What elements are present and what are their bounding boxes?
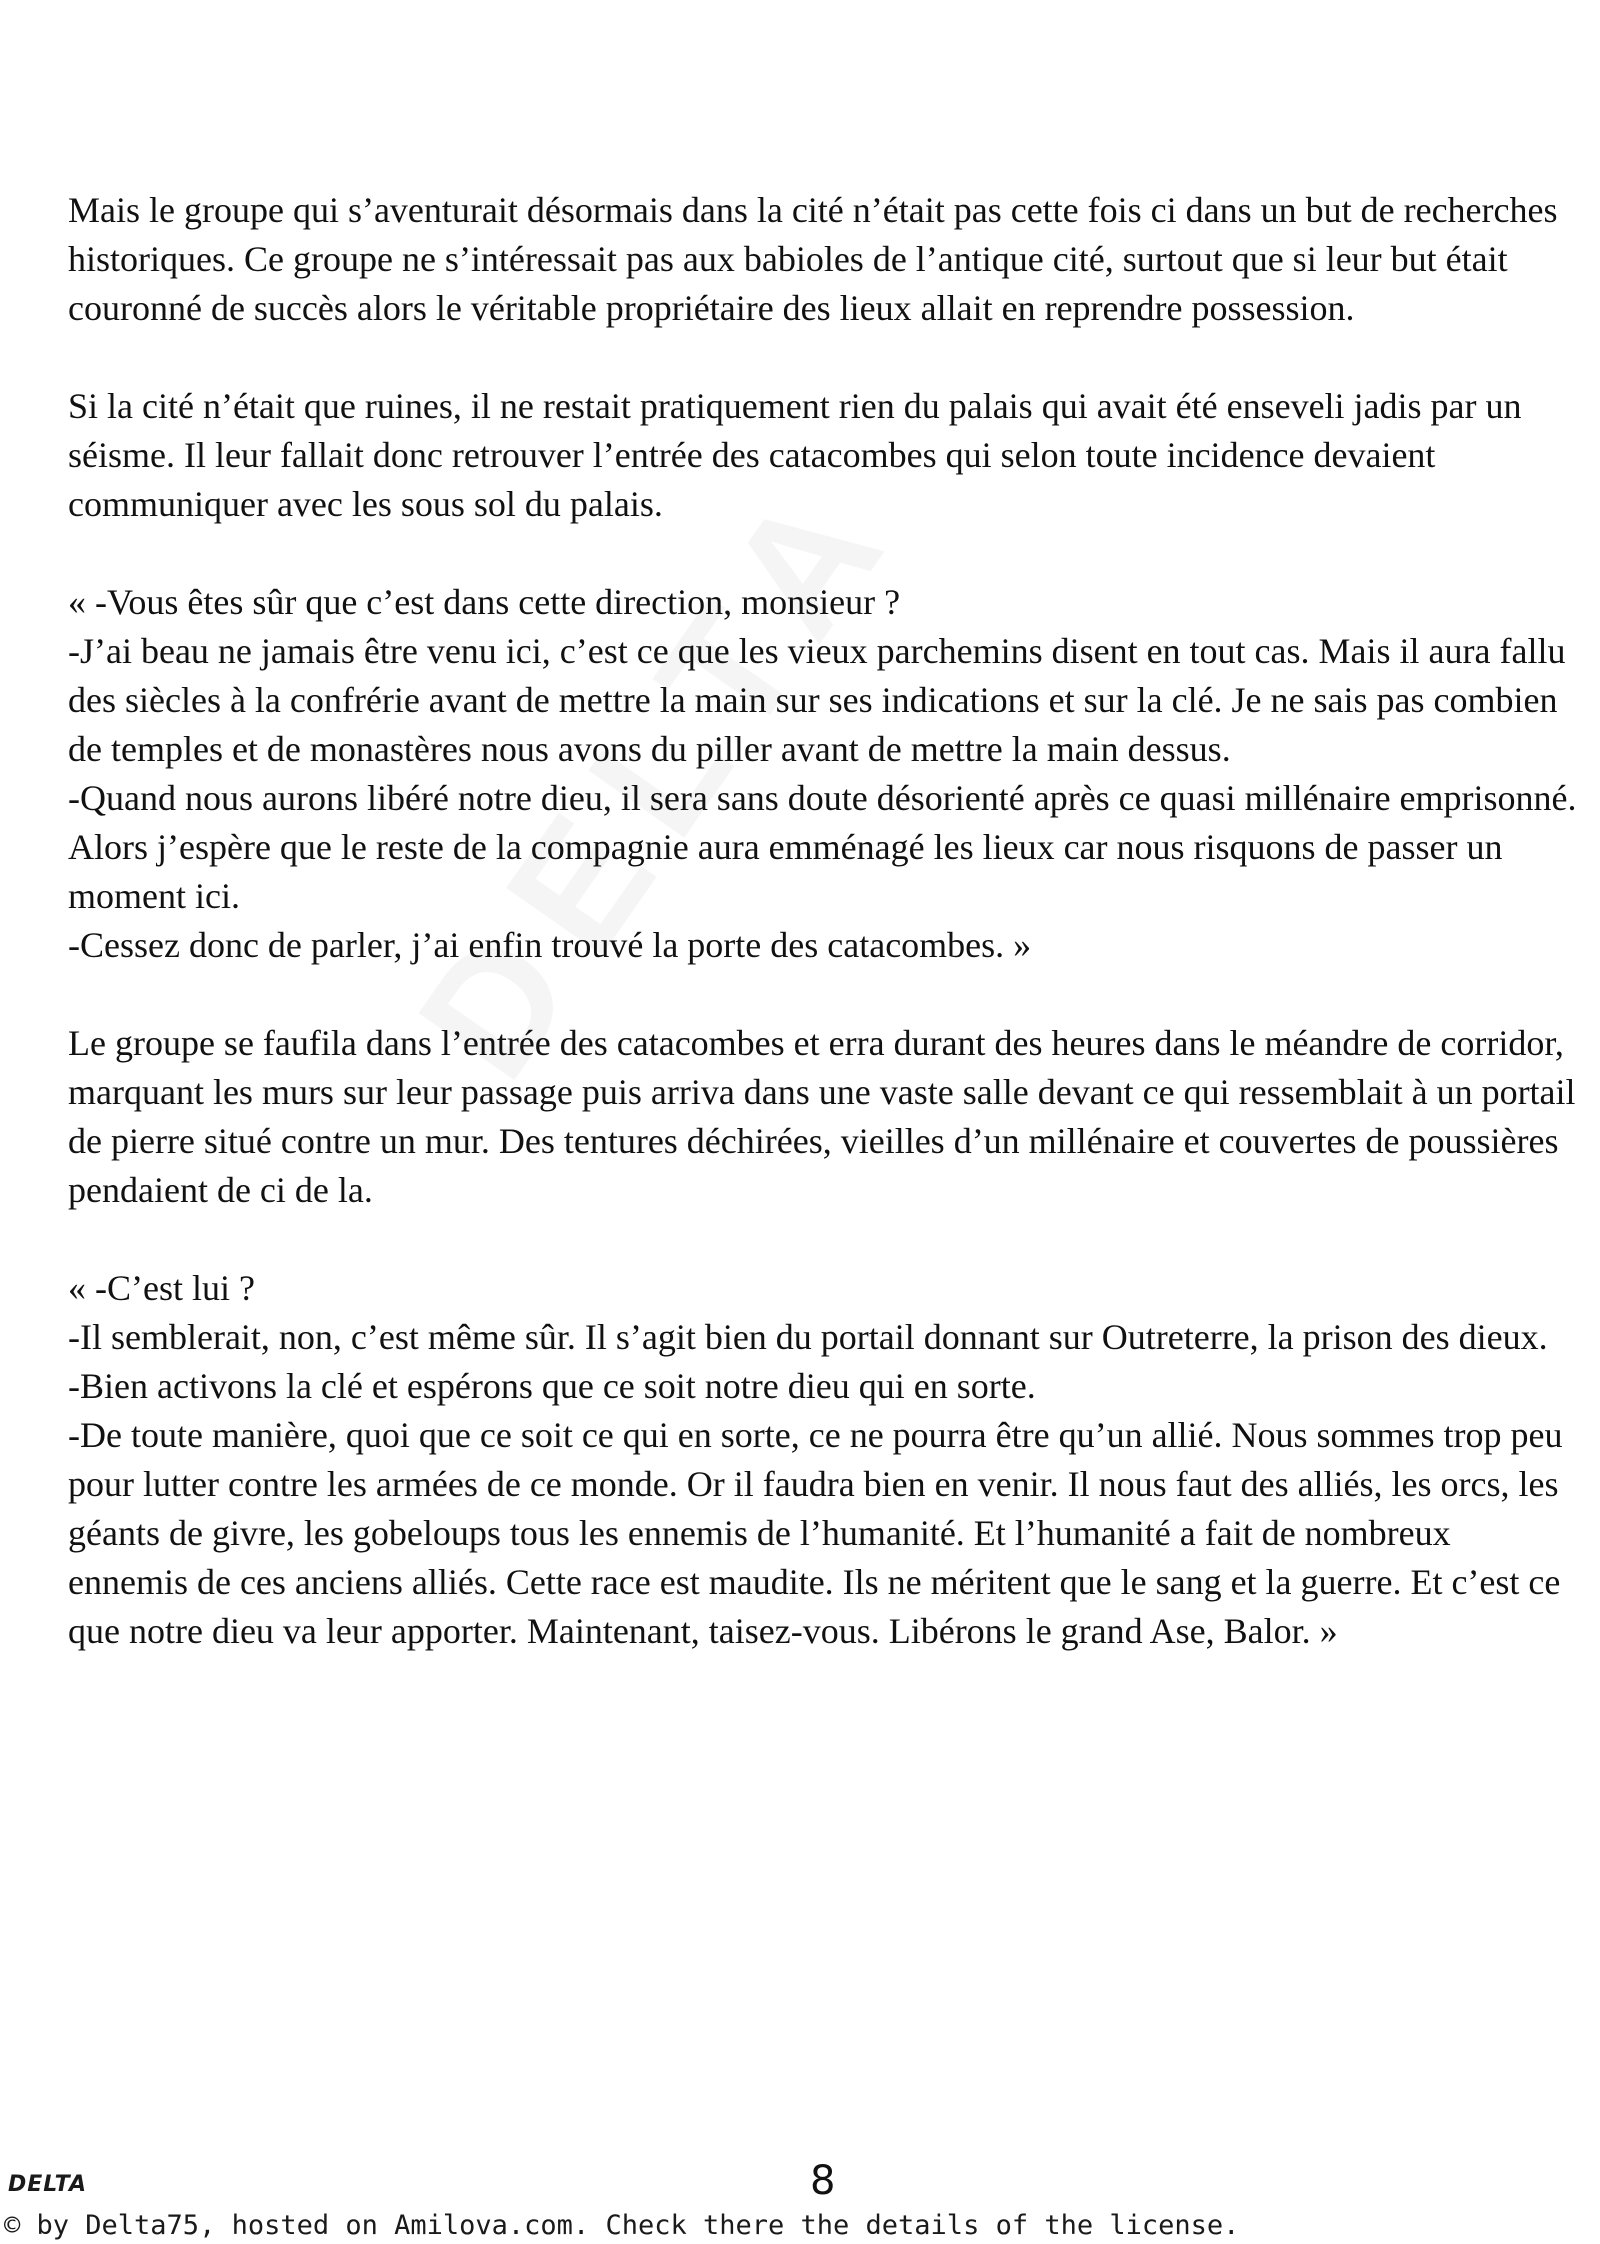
dialogue-line: « -Vous êtes sûr que c’est dans cette direction, monsieur ? — [68, 582, 901, 622]
dialogue-line: -J’ai beau ne jamais être venu ici, c’est ce que les vieux parchemins disent en tout cas. Mais il aura fallu des siècles à la confrérie avant de mettre la main sur ses indications et sur la clé. Je ne sais pas combien de temples et de monastères nous avons du piller avant de mettre la main dessus. — [68, 631, 1566, 769]
dialogue-line: « -C’est lui ? — [68, 1268, 255, 1308]
page-number: 8 — [810, 2158, 836, 2204]
delta-logo: DELTA — [8, 2172, 87, 2197]
dialogue-block-2 — [68, 1264, 1578, 1656]
dialogue-line: -Bien activons la clé et espérons que ce soit notre dieu qui en sorte. — [68, 1366, 1036, 1406]
paragraph-3: Le groupe se faufila dans l’entrée des catacombes et erra durant des heures dans le méandre de corridor, marquant les murs sur leur passage puis arriva dans une vaste salle devant ce qui ressemblait à un portail de pierre situé contre un mur. Des tentures déchirées, vieilles d’un millénaire et couvertes de poussières pendaient de ci de la. — [68, 1023, 1576, 1210]
paragraph-1: Mais le groupe qui s’aventurait désormais dans la cité n’était pas cette fois ci dans un but de recherches historiques. Ce groupe ne s’intéressait pas aux babioles de l’antique cité, surtout que si leur but était couronné de succès alors le véritable propriétaire des lieux allait en reprendre possession. — [68, 190, 1558, 328]
page-body — [68, 186, 1578, 1705]
dialogue-line: -Quand nous aurons libéré notre dieu, il sera sans doute désorienté après ce quasi millénaire emprisonné. Alors j’espère que le reste de la compagnie aura emménagé les lieux car nous risquons de passer un moment ici. — [68, 778, 1577, 916]
dialogue-line: -Il semblerait, non, c’est même sûr. Il s’agit bien du portail donnant sur Outreterre, la prison des dieux. — [68, 1317, 1548, 1357]
paragraph-2: Si la cité n’était que ruines, il ne restait pratiquement rien du palais qui avait été enseveli jadis par un séisme. Il leur fallait donc retrouver l’entrée des catacombes qui selon toute incidence devaient communiquer avec les sous sol du palais. — [68, 386, 1522, 524]
license-note: © by Delta75, hosted on Amilova.com. Check there the details of the license. — [4, 2210, 1240, 2241]
dialogue-block-1 — [68, 578, 1578, 970]
dialogue-line: -Cessez donc de parler, j’ai enfin trouvé la porte des catacombes. » — [68, 925, 1032, 965]
dialogue-line: -De toute manière, quoi que ce soit ce qui en sorte, ce ne pourra être qu’un allié. Nous sommes trop peu pour lutter contre les armées de ce monde. Or il faudra bien en venir. Il nous faut des alliés, les orcs, les géants de givre, les gobeloups tous les ennemis de l’humanité. Et l’humanité a fait de nombreux ennemis de ces anciens alliés. Cette race est maudite. Ils ne méritent que le sang et la guerre. Et c’est ce que notre dieu va leur apporter. Maintenant, taisez-vous. Libérons le grand Ase, Balor. » — [68, 1415, 1563, 1651]
